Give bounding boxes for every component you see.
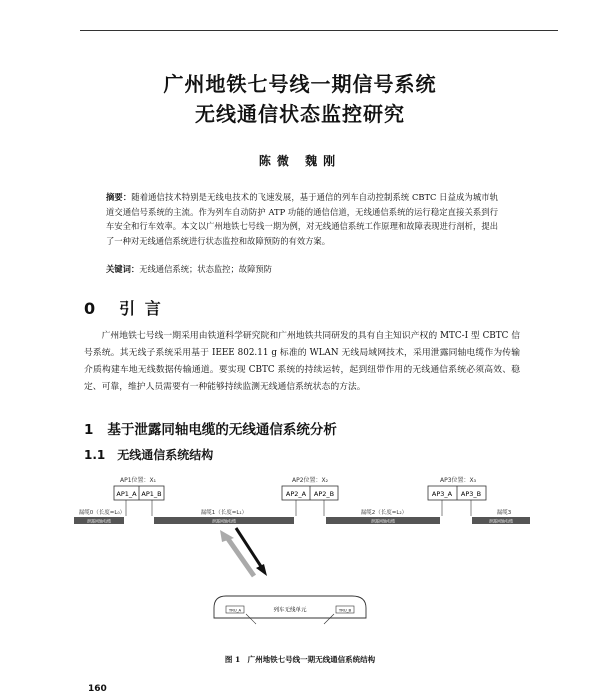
abstract [106, 190, 498, 248]
abstract-text: 随着通信技术特别是无线电技术的飞速发展，基于通信的列车自动控制系统 CBTC 日益成为城市轨道交通信号系统的主流。作为列车自动防护 ATP 功能的通信信道，无线通信系统的运行稳定直接关系到行车安全和行车效率。本文以广州地铁七号线一期为例，对无线通信系统工作原理和故障表现进行剖析，提出了一种对无线通信系统进行状态监控和故障预防的有效方案。 [106, 192, 498, 246]
paper-title-line-2: 无线通信状态监控研究 [195, 102, 405, 126]
cable-seg-2: 泄露同轴电缆 [371, 518, 395, 524]
train-tru-b: TRU_B [338, 607, 352, 613]
figure-1-diagram [74, 472, 530, 642]
keywords [106, 263, 498, 275]
ap1-a: AP1_A [116, 490, 137, 498]
section-1-1-title: 无线通信系统结构 [117, 448, 214, 462]
authors: 陈微 魏刚 [258, 154, 342, 168]
ap3-b: AP3_B [460, 490, 482, 498]
cable-seg-3: 泄露同轴电缆 [489, 518, 513, 524]
intro-paragraph: 广州地铁七号线一期采用由铁道科学研究院和广州地铁共同研发的具有自主知识产权的 MTC-I 型 CBTC 信号系统。其无线子系统采用基于 IEEE 802.11 g 标准的 WLAN 无线局域网技术，采用泄露同轴电缆作为传输介质构建车地无线数据传输通道。要实现 CBTC 系统的持续运转，起到纽带作用的无线通信系统必须高效、稳定、可靠，维护人员需要有一种能够持续监测无线通信系统状态的方法。 [84, 331, 520, 392]
ap1-position: AP1位置：X₁ [119, 477, 157, 484]
cable-seg-0: 泄露同轴电缆 [87, 518, 111, 524]
train-unit [214, 596, 366, 624]
ap3-position: AP3位置：X₃ [439, 477, 477, 484]
ap2-a: AP2_A [285, 490, 307, 498]
section-1-1-number: 1.1 [84, 448, 106, 462]
ap2-b: AP2_B [313, 490, 335, 498]
section-0-title: 引 言 [119, 299, 163, 318]
train-label: 列车无线单元 [273, 607, 307, 614]
cable-3-label: 漏缆3 [496, 510, 512, 516]
keywords-label: 关键词： [106, 264, 140, 274]
paper-title-line-1: 广州地铁七号线一期信号系统 [163, 72, 437, 96]
section-0-heading [84, 296, 163, 319]
radio-link-arrows [220, 528, 267, 576]
ap2-position: AP2位置：X₂ [291, 477, 329, 484]
keywords-text: 无线通信系统；状态监控；故障预防 [139, 264, 272, 274]
cable-seg-1: 泄露同轴电缆 [212, 518, 236, 524]
cable-0-label: 漏缆0（长度=L₀） [78, 510, 126, 516]
section-1-1-heading [84, 446, 213, 463]
leaky-cable [74, 517, 530, 524]
ap3-a: AP3_A [431, 490, 453, 498]
train-tru-a: TRU_A [228, 607, 242, 613]
ap1-b: AP1_B [141, 490, 162, 498]
ap3-group [428, 486, 486, 516]
page-number: 160 [88, 684, 107, 694]
ap2-group [282, 486, 338, 516]
figure-caption: 图 1 广州地铁七号线一期无线通信系统结构 [224, 655, 376, 664]
section-1-title: 基于泄露同轴电缆的无线通信系统分析 [107, 422, 337, 438]
section-1-number: 1 [84, 422, 94, 438]
cable-2-label: 漏缆2（长度=L₂） [360, 510, 408, 516]
abstract-label: 摘要： [106, 192, 132, 202]
section-1-heading [84, 418, 337, 438]
top-rule [80, 30, 558, 31]
cable-1-label: 漏缆1（长度=L₁） [200, 510, 248, 516]
section-0-number: 0 [84, 299, 98, 318]
